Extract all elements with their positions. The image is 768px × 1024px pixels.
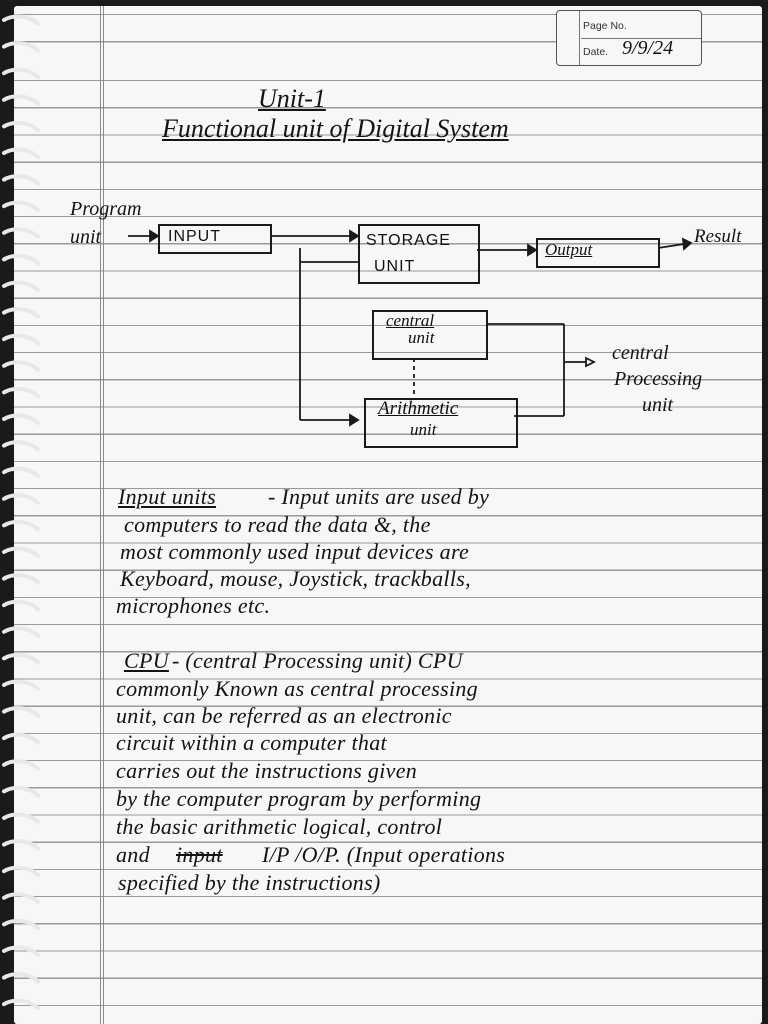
page-heading: Functional unit of Digital System xyxy=(162,114,509,143)
cpu-line-5: carries out the instructions given xyxy=(116,758,418,783)
cpu-line-8-and: and xyxy=(116,842,150,867)
program-unit-label: unit xyxy=(70,226,102,248)
storage-box-label-2: UNIT xyxy=(374,258,416,275)
output-box-label: Output xyxy=(545,240,593,259)
date-label: Date. xyxy=(583,46,609,58)
cpu-label-2: Processing xyxy=(614,368,703,390)
central-unit-label-1: central xyxy=(386,311,435,330)
cpu-line-8-struck: input xyxy=(176,842,223,867)
cpu-heading: CPU xyxy=(124,648,169,673)
unit-title: Unit-1 xyxy=(258,84,326,113)
program-label: Program xyxy=(70,198,142,220)
cpu-line-8-rest: I/P /O/P. (Input operations xyxy=(262,842,506,867)
result-label: Result xyxy=(694,226,742,247)
input-units-heading: Input units xyxy=(118,484,217,509)
cpu-line-3: unit, can be referred as an electronic xyxy=(116,703,452,728)
arithmetic-unit-label-2: unit xyxy=(410,420,437,439)
input-box-label: INPUT xyxy=(168,228,221,245)
cpu-line-4: circuit within a computer that xyxy=(116,730,387,755)
cpu-line-9: specified by the instructions) xyxy=(118,870,381,895)
cpu-line-1: - (central Processing unit) CPU xyxy=(172,648,463,673)
input-line-3: most commonly used input devices are xyxy=(120,539,470,564)
input-line-2: computers to read the data &, the xyxy=(124,512,431,537)
input-line-5: microphones etc. xyxy=(116,593,271,618)
cpu-line-2: commonly Known as central processing xyxy=(116,676,478,701)
input-line-4: Keyboard, mouse, Joystick, trackballs, xyxy=(120,566,471,591)
central-unit-label-2: unit xyxy=(408,328,435,347)
cpu-line-6: by the computer program by performing xyxy=(116,786,482,811)
cpu-line-7: the basic arithmetic logical, control xyxy=(116,814,443,839)
cpu-label-3: unit xyxy=(642,394,674,416)
page-no-label: Page No. xyxy=(583,20,627,32)
input-line-1: - Input units are used by xyxy=(268,484,490,509)
storage-box-label-1: STORAGE xyxy=(366,232,451,249)
arithmetic-unit-label-1: Arithmetic xyxy=(378,398,459,419)
cpu-label-1: central xyxy=(612,342,669,364)
date-value: 9/9/24 xyxy=(622,37,674,59)
